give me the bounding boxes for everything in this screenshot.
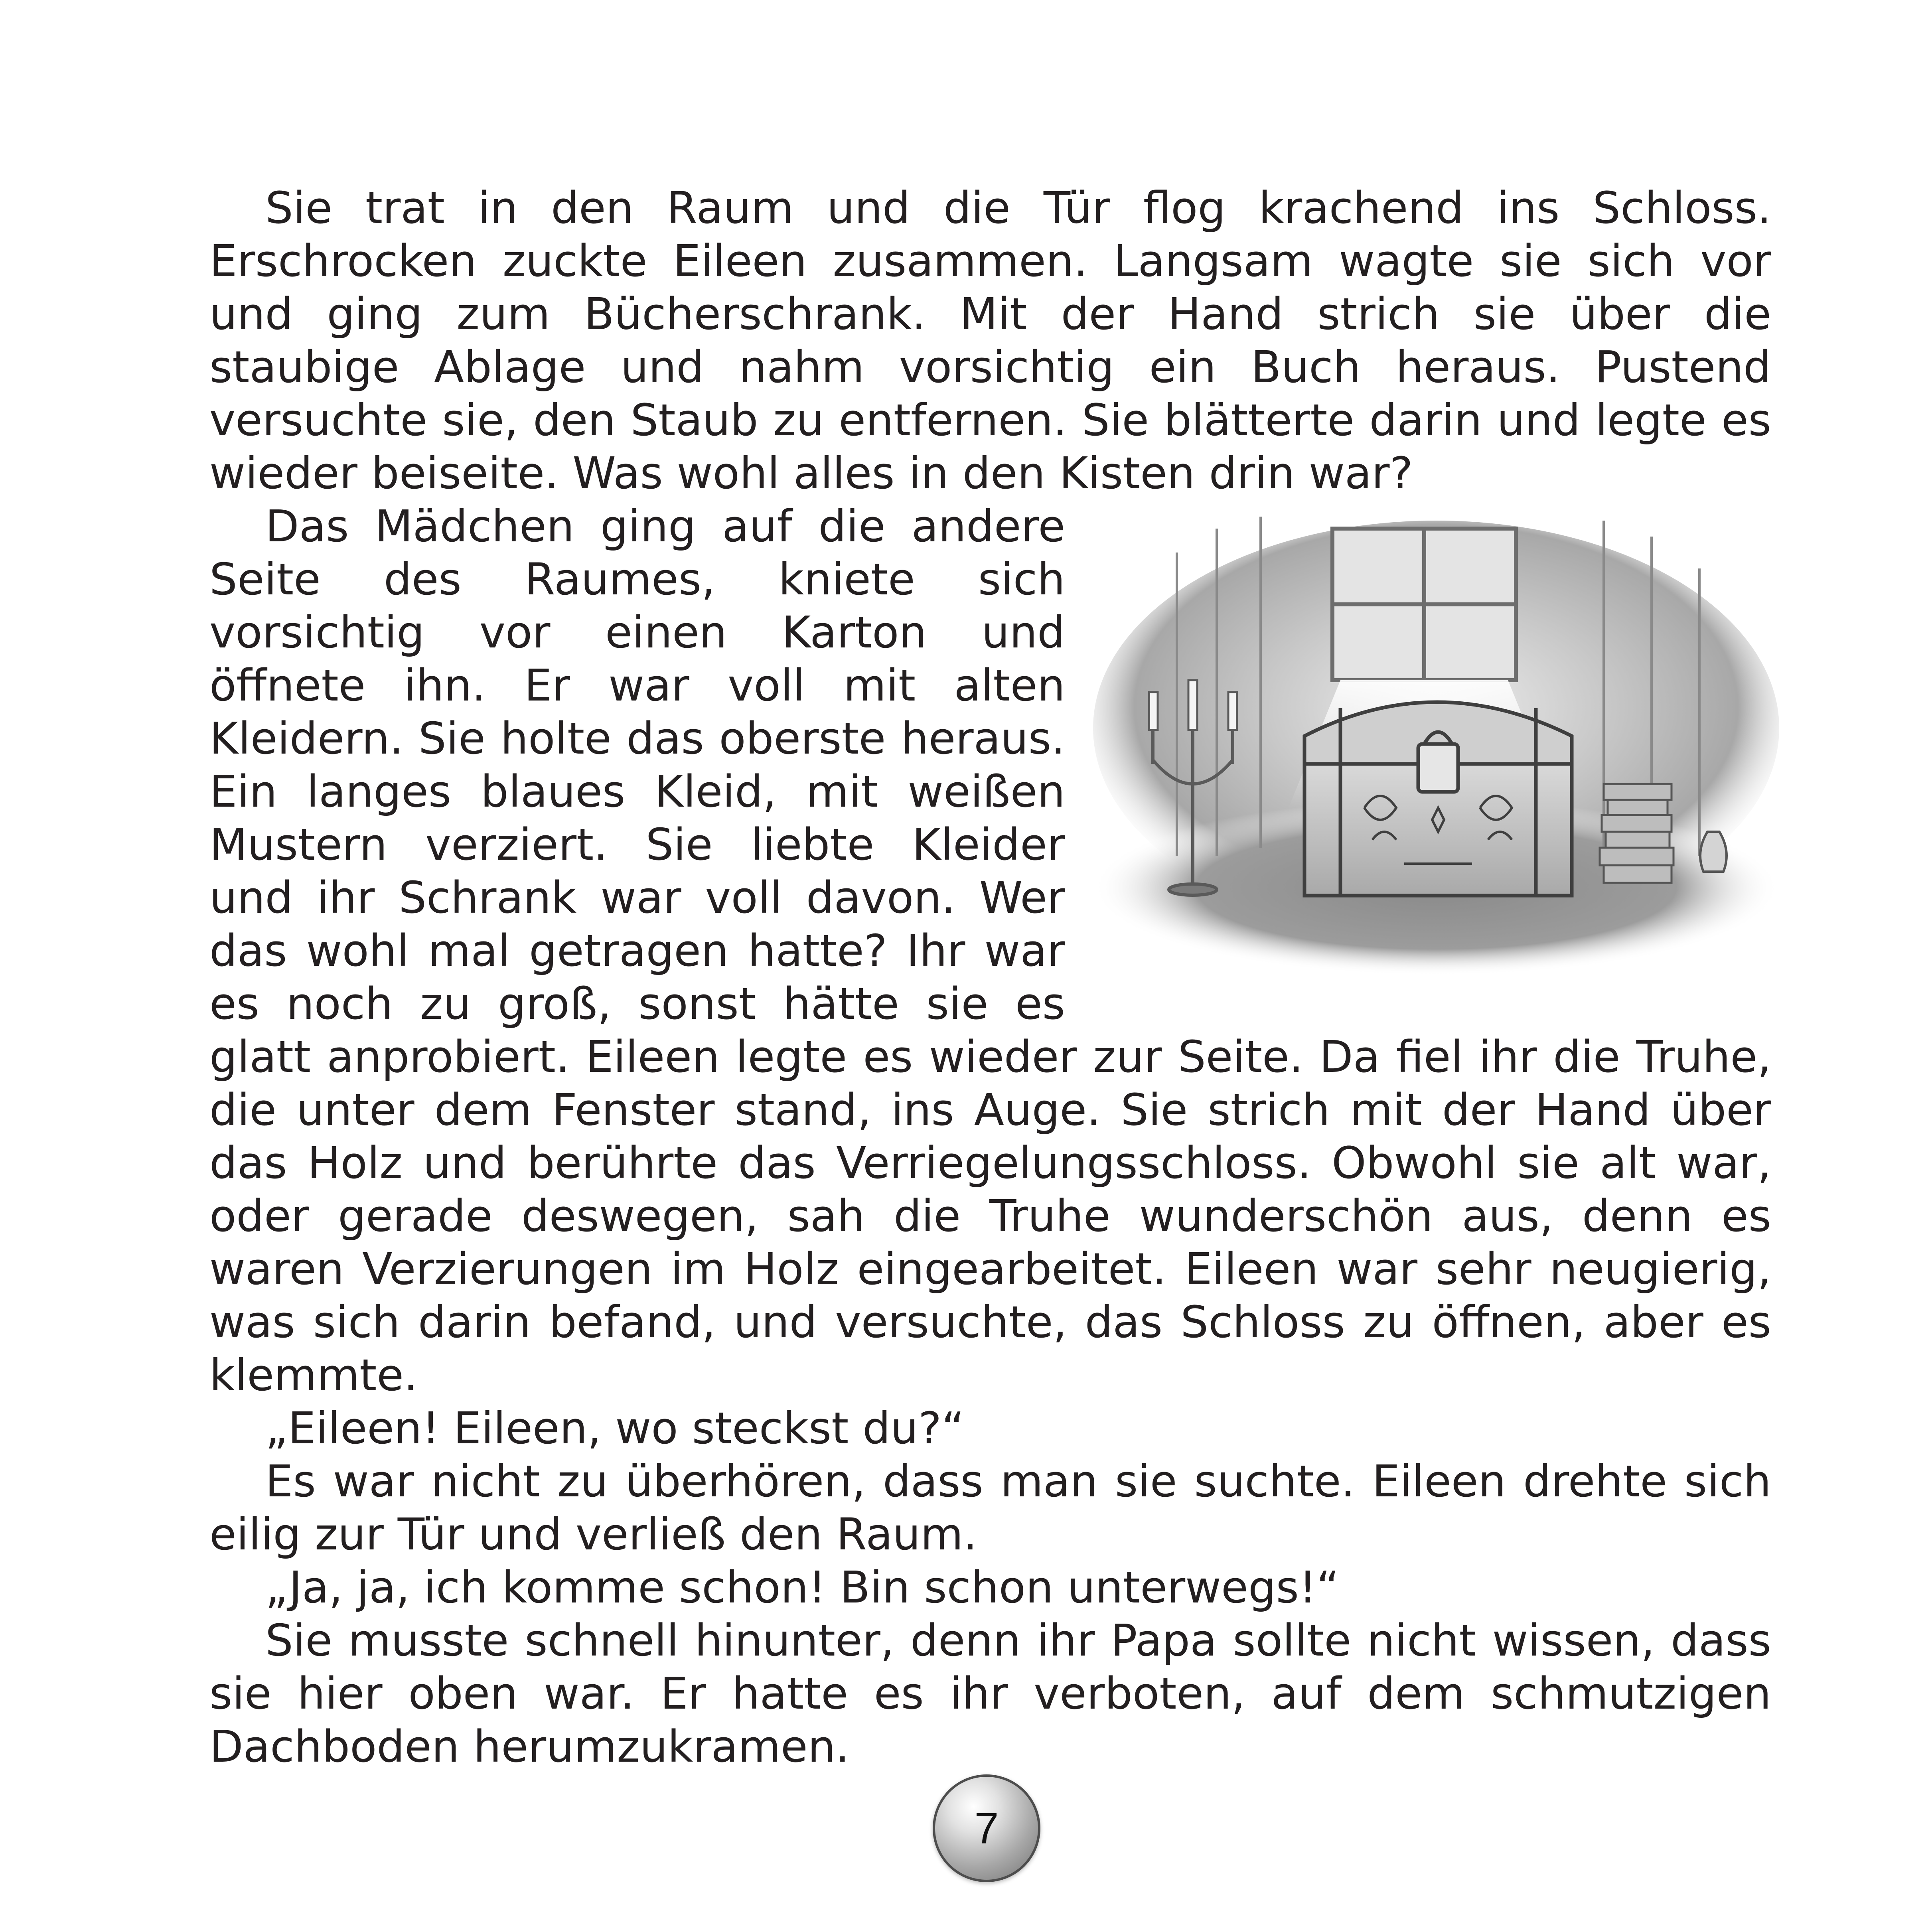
- paragraph-call-eileen: „Eileen! Eileen, wo steckst du?“: [265, 1403, 965, 1454]
- chest: [1304, 702, 1572, 896]
- window: [1332, 529, 1516, 680]
- attic-chest-drawing: [1085, 505, 1787, 979]
- treasure-chest-illustration: [1085, 505, 1787, 979]
- paragraph-papa-forbidden: Sie musste schnell hinunter, denn ihr Papa sollte nicht wissen, dass sie hier oben war. Er hatte es ihr verboten, auf dem schmutzigen Dachboden herumzukramen.: [209, 1615, 1771, 1772]
- vase: [1700, 832, 1727, 872]
- page-number: 7: [974, 1804, 999, 1853]
- paragraph-reply: „Ja, ja, ich komme schon! Bin schon unterwegs!“: [265, 1562, 1340, 1613]
- page-body: [209, 182, 1771, 1773]
- paragraph-entering-room: Sie trat in den Raum und die Tür flog krachend ins Schloss. Erschrocken zuckte Eileen zusammen. Langsam wagte sie sich vor und ging zum Bücherschrank. Mit der Hand strich sie über die staubige Ablage und nahm vorsichtig ein Buch heraus. Pustend versuchte sie, den Staub zu entfernen. Sie blätterte darin und legte es wieder beiseite. Was wohl alles in den Kisten drin war?: [209, 182, 1771, 499]
- page-number-badge: [933, 1774, 1040, 1882]
- paragraph-chest-discovery: Das Mädchen ging auf die andere Seite des Raumes, kniete sich vorsichtig vor einen Karton und öffnete ihn. Er war voll mit alten Kleidern. Sie holte das oberste heraus. Ein langes blaues Kleid, mit weißen Mustern verziert. Sie liebte Kleider und ihr Schrank war voll davon. Wer das wohl mal getragen hatte? Ihr war es noch zu groß, sonst hätte sie es glatt anprobiert. Eileen legte es wieder zur Seite. Da fiel ihr die Truhe, die unter dem Fenster stand, ins Auge. Sie strich mit der Hand über das Holz und berührte das Verriegelungsschloss. Obwohl sie alt war, oder gerade deswegen, sah die Truhe wunderschön aus, denn es waren Verzierungen im Holz eingearbeitet. Eileen war sehr neugierig, was sich darin befand, und versuchte, das Schloss zu öffnen, aber es klemmte.: [209, 501, 1771, 1401]
- paragraph-leaving-room: Es war nicht zu überhören, dass man sie suchte. Eileen drehte sich eilig zur Tür und verließ den Raum.: [209, 1456, 1771, 1560]
- book-stack: [1600, 784, 1673, 883]
